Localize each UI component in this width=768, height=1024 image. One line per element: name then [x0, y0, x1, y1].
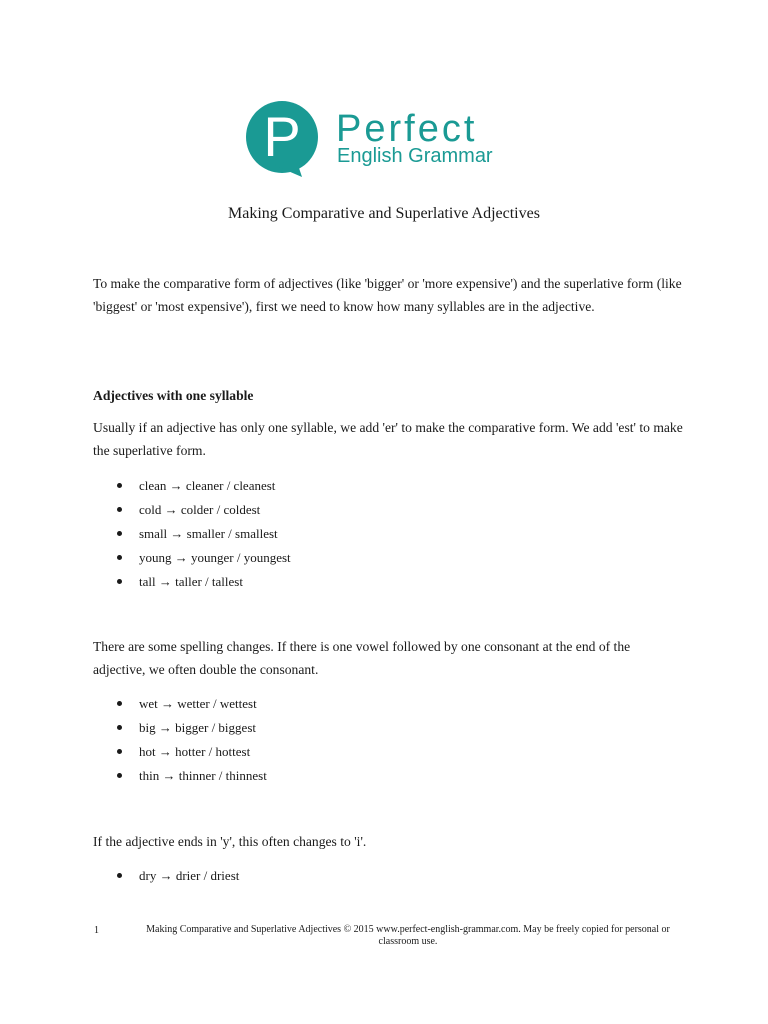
section-heading-one-syllable: Adjectives with one syllable [93, 388, 254, 403]
list-item [108, 478, 291, 502]
list-item [108, 696, 267, 720]
list-item [108, 574, 291, 598]
logo-letter: P [263, 105, 301, 168]
bullet-icon [117, 507, 122, 512]
list-item [108, 550, 291, 574]
spelling-changes-text: There are some spelling changes. If there is one vowel followed by one consonant at the end of the adjective, we often double the consonant. [93, 639, 631, 677]
example-text: thin → thinner / thinnest [139, 768, 267, 783]
page-number: 1 [94, 925, 99, 936]
bullet-icon [117, 579, 122, 584]
list-item [108, 502, 291, 526]
example-text: cold → colder / coldest [139, 502, 261, 517]
example-text: tall → taller / tallest [139, 574, 243, 589]
list-item [108, 868, 239, 892]
footer-copyright: Making Comparative and Superlative Adjectives © 2015 www.perfect-english-grammar.com. May be freely copied for personal or classroom use. [146, 924, 670, 947]
intro-paragraph: To make the comparative form of adjectives (like 'bigger' or 'more expensive') and the superlative form (like 'biggest' or 'most expensive'), first we need to know how many syllables are in the adjective. [93, 276, 682, 314]
example-text: big → bigger / biggest [139, 720, 256, 735]
example-text: dry → drier / driest [139, 868, 240, 883]
list-item [108, 744, 267, 768]
logo-word-english-grammar: English Grammar [337, 145, 493, 167]
bullet-icon [117, 483, 122, 488]
list-item [108, 720, 267, 744]
example-text: hot → hotter / hottest [139, 744, 251, 759]
bullet-icon [117, 725, 122, 730]
example-list-double-consonant [108, 696, 267, 792]
list-item [108, 768, 267, 792]
bullet-icon [117, 749, 122, 754]
example-text: clean → cleaner / cleanest [139, 478, 276, 493]
bullet-icon [117, 873, 122, 878]
section-one-text: Usually if an adjective has only one syllable, we add 'er' to make the comparative form. We add 'est' to make the superlative form. [93, 420, 683, 458]
example-text: small → smaller / smallest [139, 526, 278, 541]
example-text: wet → wetter / wettest [139, 696, 257, 711]
bullet-icon [117, 531, 122, 536]
example-list-y-ending [108, 868, 239, 892]
bullet-icon [117, 555, 122, 560]
example-list-one-syllable [108, 478, 291, 598]
bullet-icon [117, 773, 122, 778]
perfect-english-grammar-logo [244, 101, 534, 177]
logo-word-perfect: Perfect [336, 108, 478, 150]
list-item [108, 526, 291, 550]
example-text: young → younger / youngest [139, 550, 291, 565]
bullet-icon [117, 701, 122, 706]
document-title: Making Comparative and Superlative Adjectives [228, 205, 540, 222]
y-ending-text: If the adjective ends in 'y', this often changes to 'i'. [93, 834, 367, 849]
